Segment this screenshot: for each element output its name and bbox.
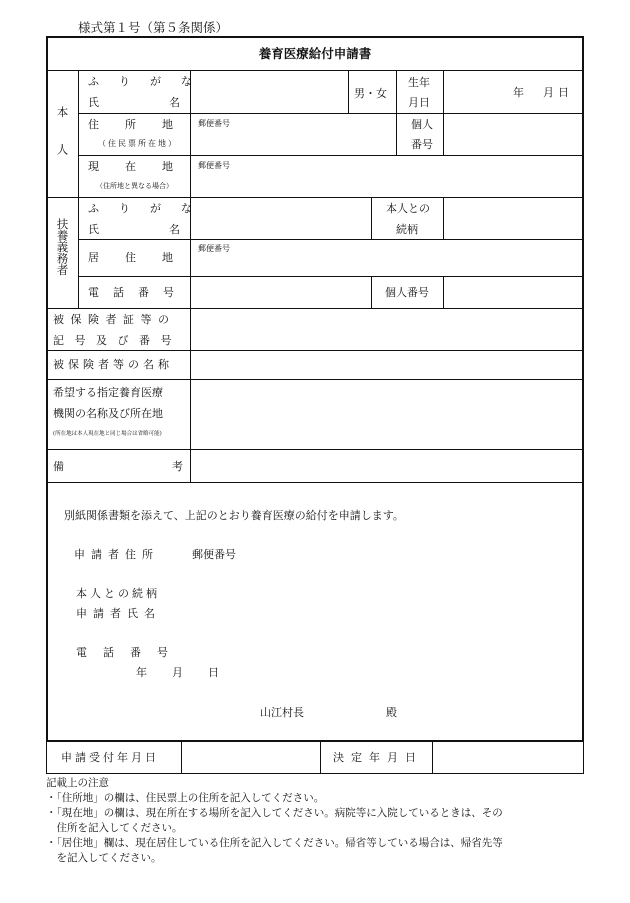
current-postal-label: 郵便番号: [198, 161, 230, 170]
guardian-furigana-label: ふりがな: [88, 202, 212, 215]
furigana-label: [88, 75, 212, 88]
applicant-phone-label: 電話番号: [76, 646, 184, 659]
name-label: 氏名: [88, 96, 250, 109]
date-year: 年: [136, 666, 147, 679]
decision-date-label: 決定年月日: [333, 751, 423, 764]
date-day: 日: [208, 666, 219, 679]
note-line: ・「居住地」欄は、現在居住している住所を記入してください。帰省等している場合は、帰省先等: [46, 837, 503, 849]
residence-postal-label: 郵便番号: [198, 244, 230, 253]
residence-label: 居住地: [88, 251, 199, 264]
phone-label: 電話番号: [88, 286, 188, 299]
sex-selector[interactable]: 男・女: [354, 87, 387, 100]
insurer-name-label: 被保険者等の名称: [53, 358, 173, 371]
remarks-label: 備考: [53, 460, 291, 473]
insurance-label-2: 記号及び番号: [53, 334, 182, 347]
applicant-name-label: 申請者氏名: [76, 607, 161, 620]
application-form: [46, 36, 584, 742]
applicant-address-label: 申請者住所: [74, 548, 159, 561]
note-line: を記入してください。: [46, 852, 162, 864]
processing-row: [46, 742, 584, 774]
current-address-label: 現在地: [88, 160, 199, 173]
note-line: ・「現在地」の欄は、現在所在する場所を記入してください。病院等に入院しているときは、その: [46, 807, 503, 819]
relation-label-1: 本人との: [386, 202, 430, 215]
guardian-mynumber-label: 個人番号: [385, 286, 429, 299]
applicant-relation-label: 本人との続柄: [76, 587, 160, 600]
section-self-label: 本人: [55, 106, 70, 181]
facility-note: (所在地は本人現在地と同じ場合は省略可能): [53, 431, 162, 437]
current-address-note: （住所地と異なる場合）: [96, 182, 173, 190]
address-label: 住所地: [88, 118, 199, 131]
guardian-name-label: 氏名: [88, 223, 250, 236]
date-month: 月: [172, 666, 183, 679]
note-line: 住所を記入してください。: [46, 822, 183, 834]
note-line: ・「住所地」の欄は、住民票上の住所を記入してください。: [46, 792, 325, 804]
section-guardian-label: 扶養義務者: [55, 218, 70, 276]
facility-label-2: 機関の名称及び所在地: [53, 407, 163, 420]
address-note: （住民票所在地）: [98, 139, 178, 148]
birth-label-2: 月日: [408, 96, 430, 109]
address-postal-label: 郵便番号: [198, 119, 230, 128]
relation-label-2: 続柄: [396, 223, 418, 236]
birth-value[interactable]: 年 月日: [513, 86, 573, 99]
received-date-label: 申請受付年月日: [61, 751, 159, 764]
notes: [46, 776, 503, 866]
insurance-label-1: 被保険者証等の: [53, 313, 176, 326]
furigana-text: ふりがな: [88, 75, 212, 88]
mynumber-label-2: 番号: [411, 138, 433, 151]
addressee: 山江村長: [260, 706, 304, 719]
form-number: 様式第１号（第５条関係）: [78, 20, 229, 35]
form-title: 養育医療給付申請書: [258, 46, 372, 61]
facility-label-1: 希望する指定養育医療: [53, 386, 163, 399]
notes-heading: 記載上の注意: [46, 777, 109, 789]
mynumber-label-1: 個人: [411, 118, 433, 131]
statement-text: 別紙関係書類を添えて、上記のとおり養育医療の給付を申請します。: [64, 509, 404, 522]
honorific: 殿: [386, 706, 397, 719]
applicant-postal-label: 郵便番号: [192, 548, 236, 561]
birth-label-1: 生年: [408, 76, 430, 89]
